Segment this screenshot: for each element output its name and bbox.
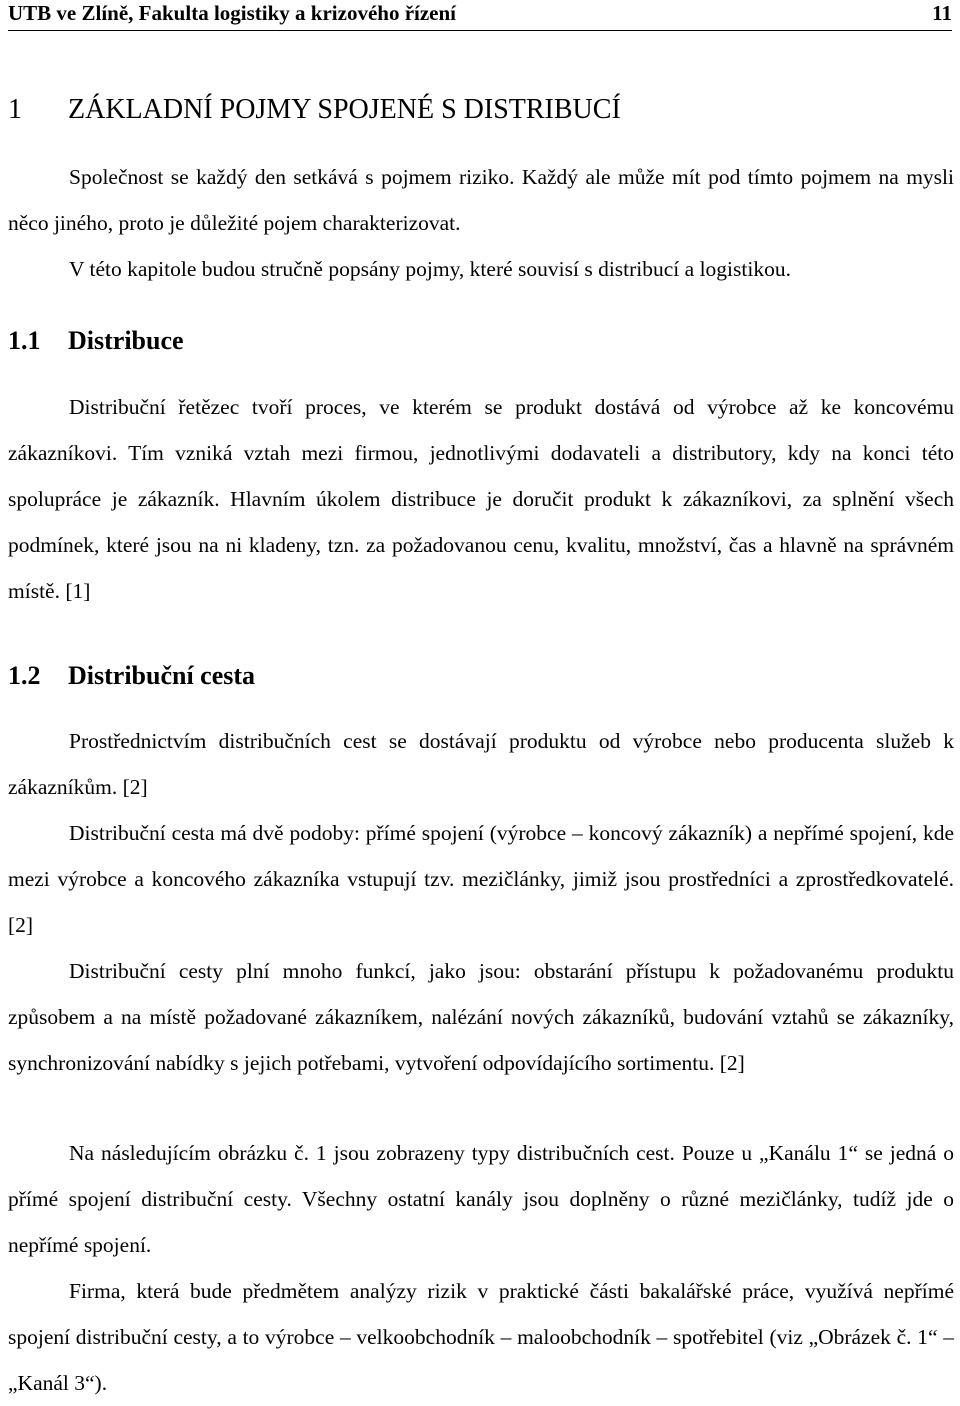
section-heading [8,324,184,358]
paragraph: Prostřednictvím distribučních cest se dostávají produktu od výrobce nebo producenta služeb k zákazníkům. [2] [8,729,954,799]
paragraph: Distribuční řetězec tvoří proces, ve kterém se produkt dostává od výrobce až ke koncovému zákazníkovi. Tím vzniká vztah mezi firmou, jednotlivými dodavateli a distributory, kdy na konci této spolupráce je zákazník. Hlavním úkolem distribuce je doručit produkt k zákazníkovi, za splnění všech podmínek, které jsou na ni kladeny, tzn. za požadovanou cenu, kvalitu, množství, čas a hlavně na správném místě. [1] [8,395,954,603]
section-title: Distribuce [68,326,184,355]
paragraph: Distribuční cesty plní mnoho funkcí, jako jsou: obstarání přístupu k požadovanému produktu způsobem a na místě požadované zákazníkem, nalézání nových zákazníků, budování vztahů se zákazníky, synchronizování nabídky s jejich potřebami, vytvoření odpovídajícího sortimentu. [2] [8,959,954,1075]
section-number: 1.1 [8,326,41,355]
paragraph: Distribuční cesta má dvě podoby: přímé spojení (výrobce – koncový zákazník) a nepřímé spojení, kde mezi výrobce a koncového zákazníka vstupují tzv. mezičlánky, jimiž jsou prostředníci a zprostředkovatelé. [2] [8,821,954,937]
chapter-number: 1 [8,94,22,125]
section-heading [8,659,255,693]
header-title: UTB ve Zlíně, Fakulta logistiky a krizového řízení [8,1,457,25]
paragraph: V této kapitole budou stručně popsány pojmy, které souvisí s distribucí a logistikou. [69,257,791,281]
running-header [8,0,952,31]
section-title: Distribuční cesta [68,661,256,690]
paragraph: Na následujícím obrázku č. 1 jsou zobrazeny typy distribučních cest. Pouze u „Kanálu 1“ se jedná o přímé spojení distribuční cesty. Všechny ostatní kanály jsou doplněny o různé mezičlánky, tudíž jde o nepřímé spojení. [8,1141,954,1257]
section-number: 1.2 [8,661,41,690]
paragraph: Firma, která bude předmětem analýzy rizik v praktické části bakalářské práce, využívá nepřímé spojení distribuční cesty, a to výrobce – velkoobchodník – maloobchodník – spotřebitel (viz „Obrázek č. 1“ – „Kanál 3“). [8,1279,954,1395]
chapter-heading [8,92,621,128]
chapter-title: ZÁKLADNÍ POJMY SPOJENÉ S DISTRIBUCÍ [68,94,621,125]
page-number: 11 [932,1,952,25]
paragraph: Společnost se každý den setkává s pojmem riziko. Každý ale může mít pod tímto pojmem na mysli něco jiného, proto je důležité pojem charakterizovat. [8,165,954,235]
